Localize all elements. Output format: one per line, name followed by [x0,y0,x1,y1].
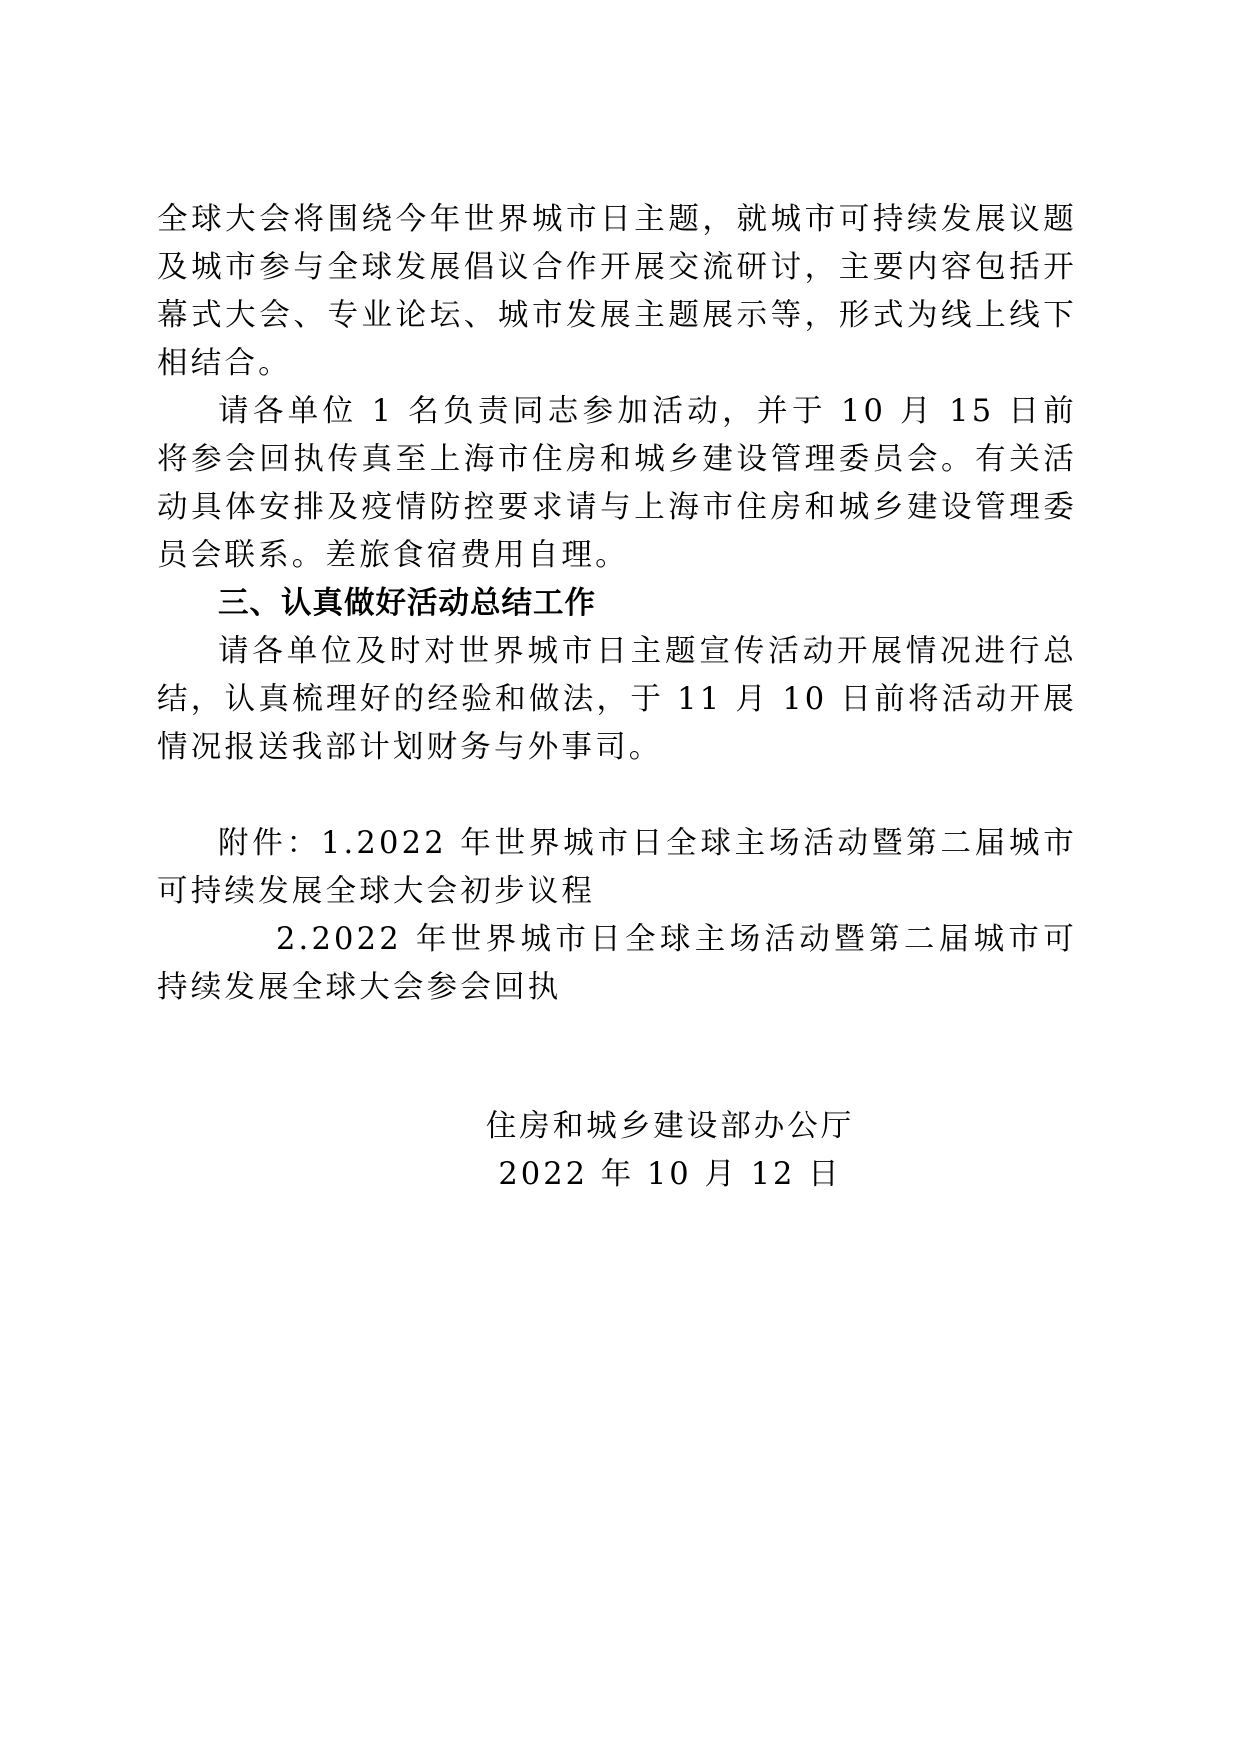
attachment-item-2: 2.2022 年世界城市日全球主场活动暨第二届城市可持续发展全球大会参会回执 [157,922,1077,1005]
document-body [157,196,1077,1012]
paragraph-summary: 请各单位及时对世界城市日主题宣传活动开展情况进行总结，认真梳理好的经验和做法，于 11 月 10 日前将活动开展情况报送我部计划财务与外事司。 [157,634,1077,765]
issuer-name: 住房和城乡建设部办公厅 [485,1109,855,1144]
blank-line [157,772,1077,820]
section-heading-3: 三、认真做好活动总结工作 [218,586,596,621]
paragraph-global-conference: 全球大会将围绕今年世界城市日主题，就城市可持续发展议题及城市参与全球发展倡议合作开展交流研讨，主要内容包括开幕式大会、专业论坛、城市发展主题展示等，形式为线上线下相结合。 [157,202,1077,381]
attachment-item-1: 附件：1.2022 年世界城市日全球主场活动暨第二届城市可持续发展全球大会初步议程 [157,826,1077,909]
signature-block [460,1103,880,1199]
paragraph-participation: 请各单位 1 名负责同志参加活动，并于 10 月 15 日前将参会回执传真至上海市住房和城乡建设管理委员会。有关活动具体安排及疫情防控要求请与上海市住房和城乡建设管理委员会联系。差旅食宿费用自理。 [157,394,1077,573]
issue-date: 2022 年 10 月 12 日 [498,1157,842,1192]
